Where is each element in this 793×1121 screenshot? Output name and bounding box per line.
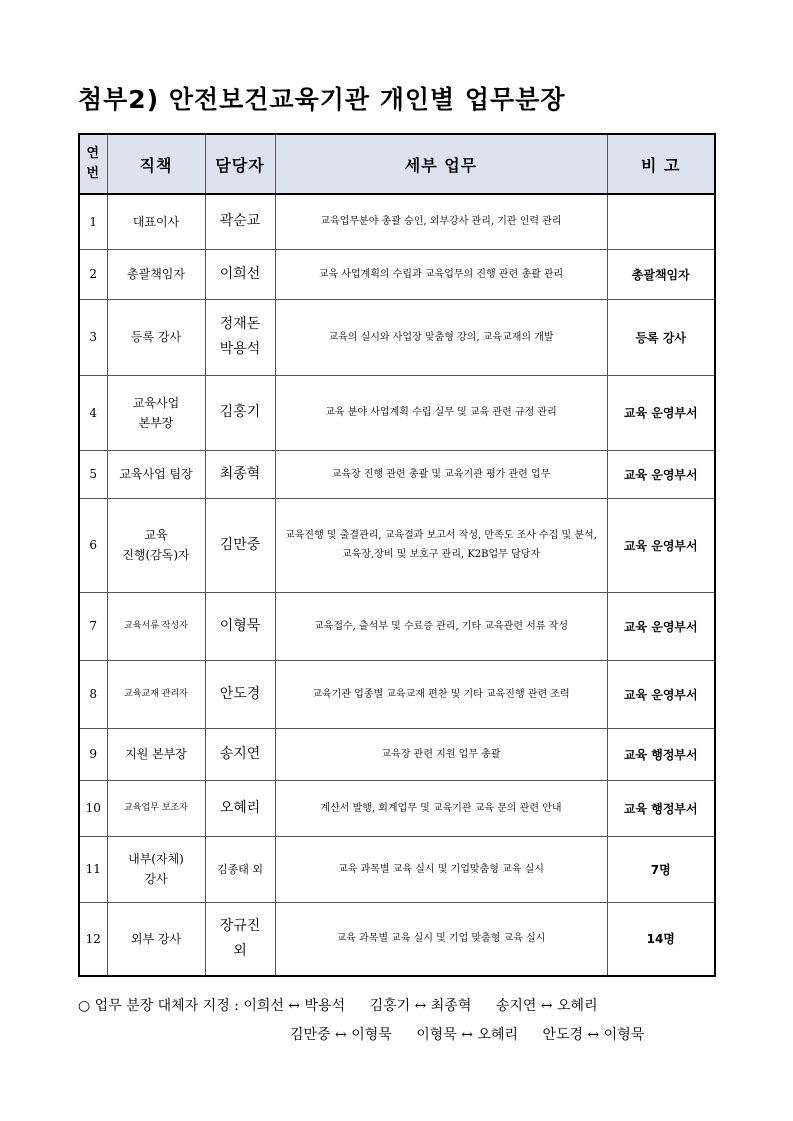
task-cell: 교육 과목별 교육 실시 및 기업맞춤형 교육 실시 bbox=[275, 836, 607, 902]
table-row bbox=[79, 194, 715, 249]
person-name: 김종태 외 bbox=[216, 862, 263, 876]
note-cell: 교육 운영부서 bbox=[607, 375, 715, 450]
person-name: 송지연 bbox=[219, 745, 261, 762]
role-text: 교육사업 bbox=[132, 395, 180, 410]
person-cell bbox=[205, 375, 275, 450]
column-header-no-line1: 연 bbox=[86, 146, 101, 161]
column-header-task: 세부 업무 bbox=[275, 134, 607, 194]
substitute-pair: 이형묵 ↔ 오혜리 bbox=[416, 1027, 519, 1043]
role-cell bbox=[107, 375, 205, 450]
substitute-line-1 bbox=[78, 992, 728, 1021]
task-cell: 교육업무분야 총괄 승인, 외부강사 관리, 기관 인력 관리 bbox=[275, 194, 607, 249]
task-cell: 교육장 관련 지원 업무 총괄 bbox=[275, 728, 607, 780]
role-text: 대표이사 bbox=[132, 214, 180, 229]
note-cell: 교육 행정부서 bbox=[607, 728, 715, 780]
note-cell: 등록 강사 bbox=[607, 299, 715, 375]
role-text: 본부장 bbox=[138, 415, 174, 430]
person-name: 외 bbox=[233, 942, 247, 959]
row-number: 6 bbox=[79, 498, 107, 592]
table-row bbox=[79, 498, 715, 592]
column-header-no-line2: 번 bbox=[86, 166, 101, 181]
person-name: 안도경 bbox=[219, 685, 261, 702]
note-cell: 교육 행정부서 bbox=[607, 780, 715, 836]
role-cell bbox=[107, 836, 205, 902]
note-cell: 교육 운영부서 bbox=[607, 498, 715, 592]
task-cell: 교육 분야 사업계획 수립 실무 및 교육 관련 규정 관리 bbox=[275, 375, 607, 450]
substitute-designation bbox=[78, 992, 728, 1050]
table-row bbox=[79, 836, 715, 902]
role-cell bbox=[107, 780, 205, 836]
role-text: 교육서류 작성자 bbox=[124, 621, 188, 631]
substitute-prefix: ○ 업무 분장 대체자 지정 : bbox=[78, 998, 239, 1014]
note-cell: 교육 운영부서 bbox=[607, 450, 715, 498]
table-row bbox=[79, 728, 715, 780]
note-cell: 14명 bbox=[607, 902, 715, 976]
row-number: 2 bbox=[79, 249, 107, 299]
substitute-pair: 김홍기 ↔ 최종혁 bbox=[369, 998, 472, 1014]
row-number: 5 bbox=[79, 450, 107, 498]
person-name: 김만중 bbox=[219, 536, 261, 553]
task-cell: 교육장 진행 관련 총괄 및 교육기관 평가 관련 업무 bbox=[275, 450, 607, 498]
task-cell: 교육진행 및 출결관리, 교육결과 보고서 작성, 만족도 조사 수집 및 분석, 교육장,장비 및 보호구 관리, K2B업무 담당자 bbox=[275, 498, 607, 592]
row-number: 9 bbox=[79, 728, 107, 780]
substitute-pair: 김만중 ↔ 이형묵 bbox=[290, 1027, 392, 1043]
person-cell bbox=[205, 299, 275, 375]
role-text: 교육교재 관리자 bbox=[124, 689, 188, 699]
person-name: 이형묵 bbox=[219, 617, 261, 634]
role-cell bbox=[107, 728, 205, 780]
note-cell: 7명 bbox=[607, 836, 715, 902]
person-cell bbox=[205, 498, 275, 592]
substitute-pair: 안도경 ↔ 이형묵 bbox=[542, 1027, 645, 1043]
table-row bbox=[79, 375, 715, 450]
role-cell bbox=[107, 194, 205, 249]
table-row bbox=[79, 592, 715, 660]
note-cell bbox=[607, 194, 715, 249]
person-name: 최종혁 bbox=[219, 465, 261, 482]
person-name: 오혜리 bbox=[219, 799, 261, 816]
role-text: 지원 본부장 bbox=[125, 747, 187, 761]
person-cell bbox=[205, 728, 275, 780]
table-row bbox=[79, 902, 715, 976]
row-number: 8 bbox=[79, 660, 107, 728]
role-cell bbox=[107, 450, 205, 498]
task-cell: 교육의 실시와 사업장 맞춤형 강의, 교육교재의 개발 bbox=[275, 299, 607, 375]
row-number: 1 bbox=[79, 194, 107, 249]
note-cell: 교육 운영부서 bbox=[607, 660, 715, 728]
row-number: 11 bbox=[79, 836, 107, 902]
row-number: 7 bbox=[79, 592, 107, 660]
role-cell bbox=[107, 299, 205, 375]
role-text: 교육업무 보조자 bbox=[124, 803, 188, 813]
person-name: 박용석 bbox=[219, 341, 261, 357]
duty-table bbox=[78, 133, 716, 977]
row-number: 3 bbox=[79, 299, 107, 375]
person-cell bbox=[205, 836, 275, 902]
column-header-role: 직책 bbox=[107, 134, 205, 194]
table-row bbox=[79, 450, 715, 498]
person-cell bbox=[205, 660, 275, 728]
role-cell bbox=[107, 660, 205, 728]
table-body bbox=[79, 194, 715, 976]
role-text: 진행(감독)자 bbox=[122, 548, 190, 562]
table-row bbox=[79, 299, 715, 375]
task-cell: 교육 사업계획의 수립과 교육업무의 진행 관련 총괄 관리 bbox=[275, 249, 607, 299]
column-header-no bbox=[79, 134, 107, 194]
role-text: 교육 bbox=[144, 528, 168, 542]
page-title: 첨부2) 안전보건교육기관 개인별 업무분장 bbox=[78, 85, 566, 114]
role-text: 등록 강사 bbox=[130, 330, 182, 344]
person-name: 이희선 bbox=[219, 265, 261, 282]
column-header-note: 비 고 bbox=[607, 134, 715, 194]
person-name: 김홍기 bbox=[219, 404, 261, 420]
person-name: 곽순교 bbox=[219, 213, 261, 230]
table-row bbox=[79, 780, 715, 836]
person-name: 정재돈 bbox=[219, 316, 261, 332]
table-header-row bbox=[79, 134, 715, 194]
role-cell bbox=[107, 902, 205, 976]
role-text: 내부(자체) bbox=[128, 852, 184, 866]
note-cell: 교육 운영부서 bbox=[607, 592, 715, 660]
table-row bbox=[79, 660, 715, 728]
substitute-pair: 송지연 ↔ 오혜리 bbox=[495, 998, 598, 1014]
role-text: 총괄책임자 bbox=[127, 267, 185, 281]
task-cell: 계산서 발행, 회계업무 및 교육기관 교육 문의 관련 안내 bbox=[275, 780, 607, 836]
role-cell bbox=[107, 592, 205, 660]
person-cell bbox=[205, 450, 275, 498]
row-number: 4 bbox=[79, 375, 107, 450]
role-cell bbox=[107, 498, 205, 592]
task-cell: 교육기관 업종별 교육교재 편찬 및 기타 교육진행 관련 조력 bbox=[275, 660, 607, 728]
row-number: 12 bbox=[79, 902, 107, 976]
role-text: 강사 bbox=[144, 872, 168, 886]
table-row bbox=[79, 249, 715, 299]
person-cell bbox=[205, 780, 275, 836]
substitute-line-2 bbox=[78, 1021, 728, 1050]
person-cell bbox=[205, 249, 275, 299]
role-text: 교육사업 팀장 bbox=[119, 467, 193, 481]
row-number: 10 bbox=[79, 780, 107, 836]
person-cell bbox=[205, 902, 275, 976]
task-cell: 교육접수, 출석부 및 수료증 관리, 기타 교육관련 서류 작성 bbox=[275, 592, 607, 660]
substitute-pair: 이희선 ↔ 박용석 bbox=[243, 998, 346, 1014]
role-text: 외부 강사 bbox=[130, 931, 182, 946]
person-cell bbox=[205, 194, 275, 249]
column-header-person: 담당자 bbox=[205, 134, 275, 194]
task-cell: 교육 과목별 교육 실시 및 기업 맞춤형 교육 실시 bbox=[275, 902, 607, 976]
person-name: 장규진 bbox=[219, 917, 261, 934]
role-cell bbox=[107, 249, 205, 299]
person-cell bbox=[205, 592, 275, 660]
note-cell: 총괄책임자 bbox=[607, 249, 715, 299]
